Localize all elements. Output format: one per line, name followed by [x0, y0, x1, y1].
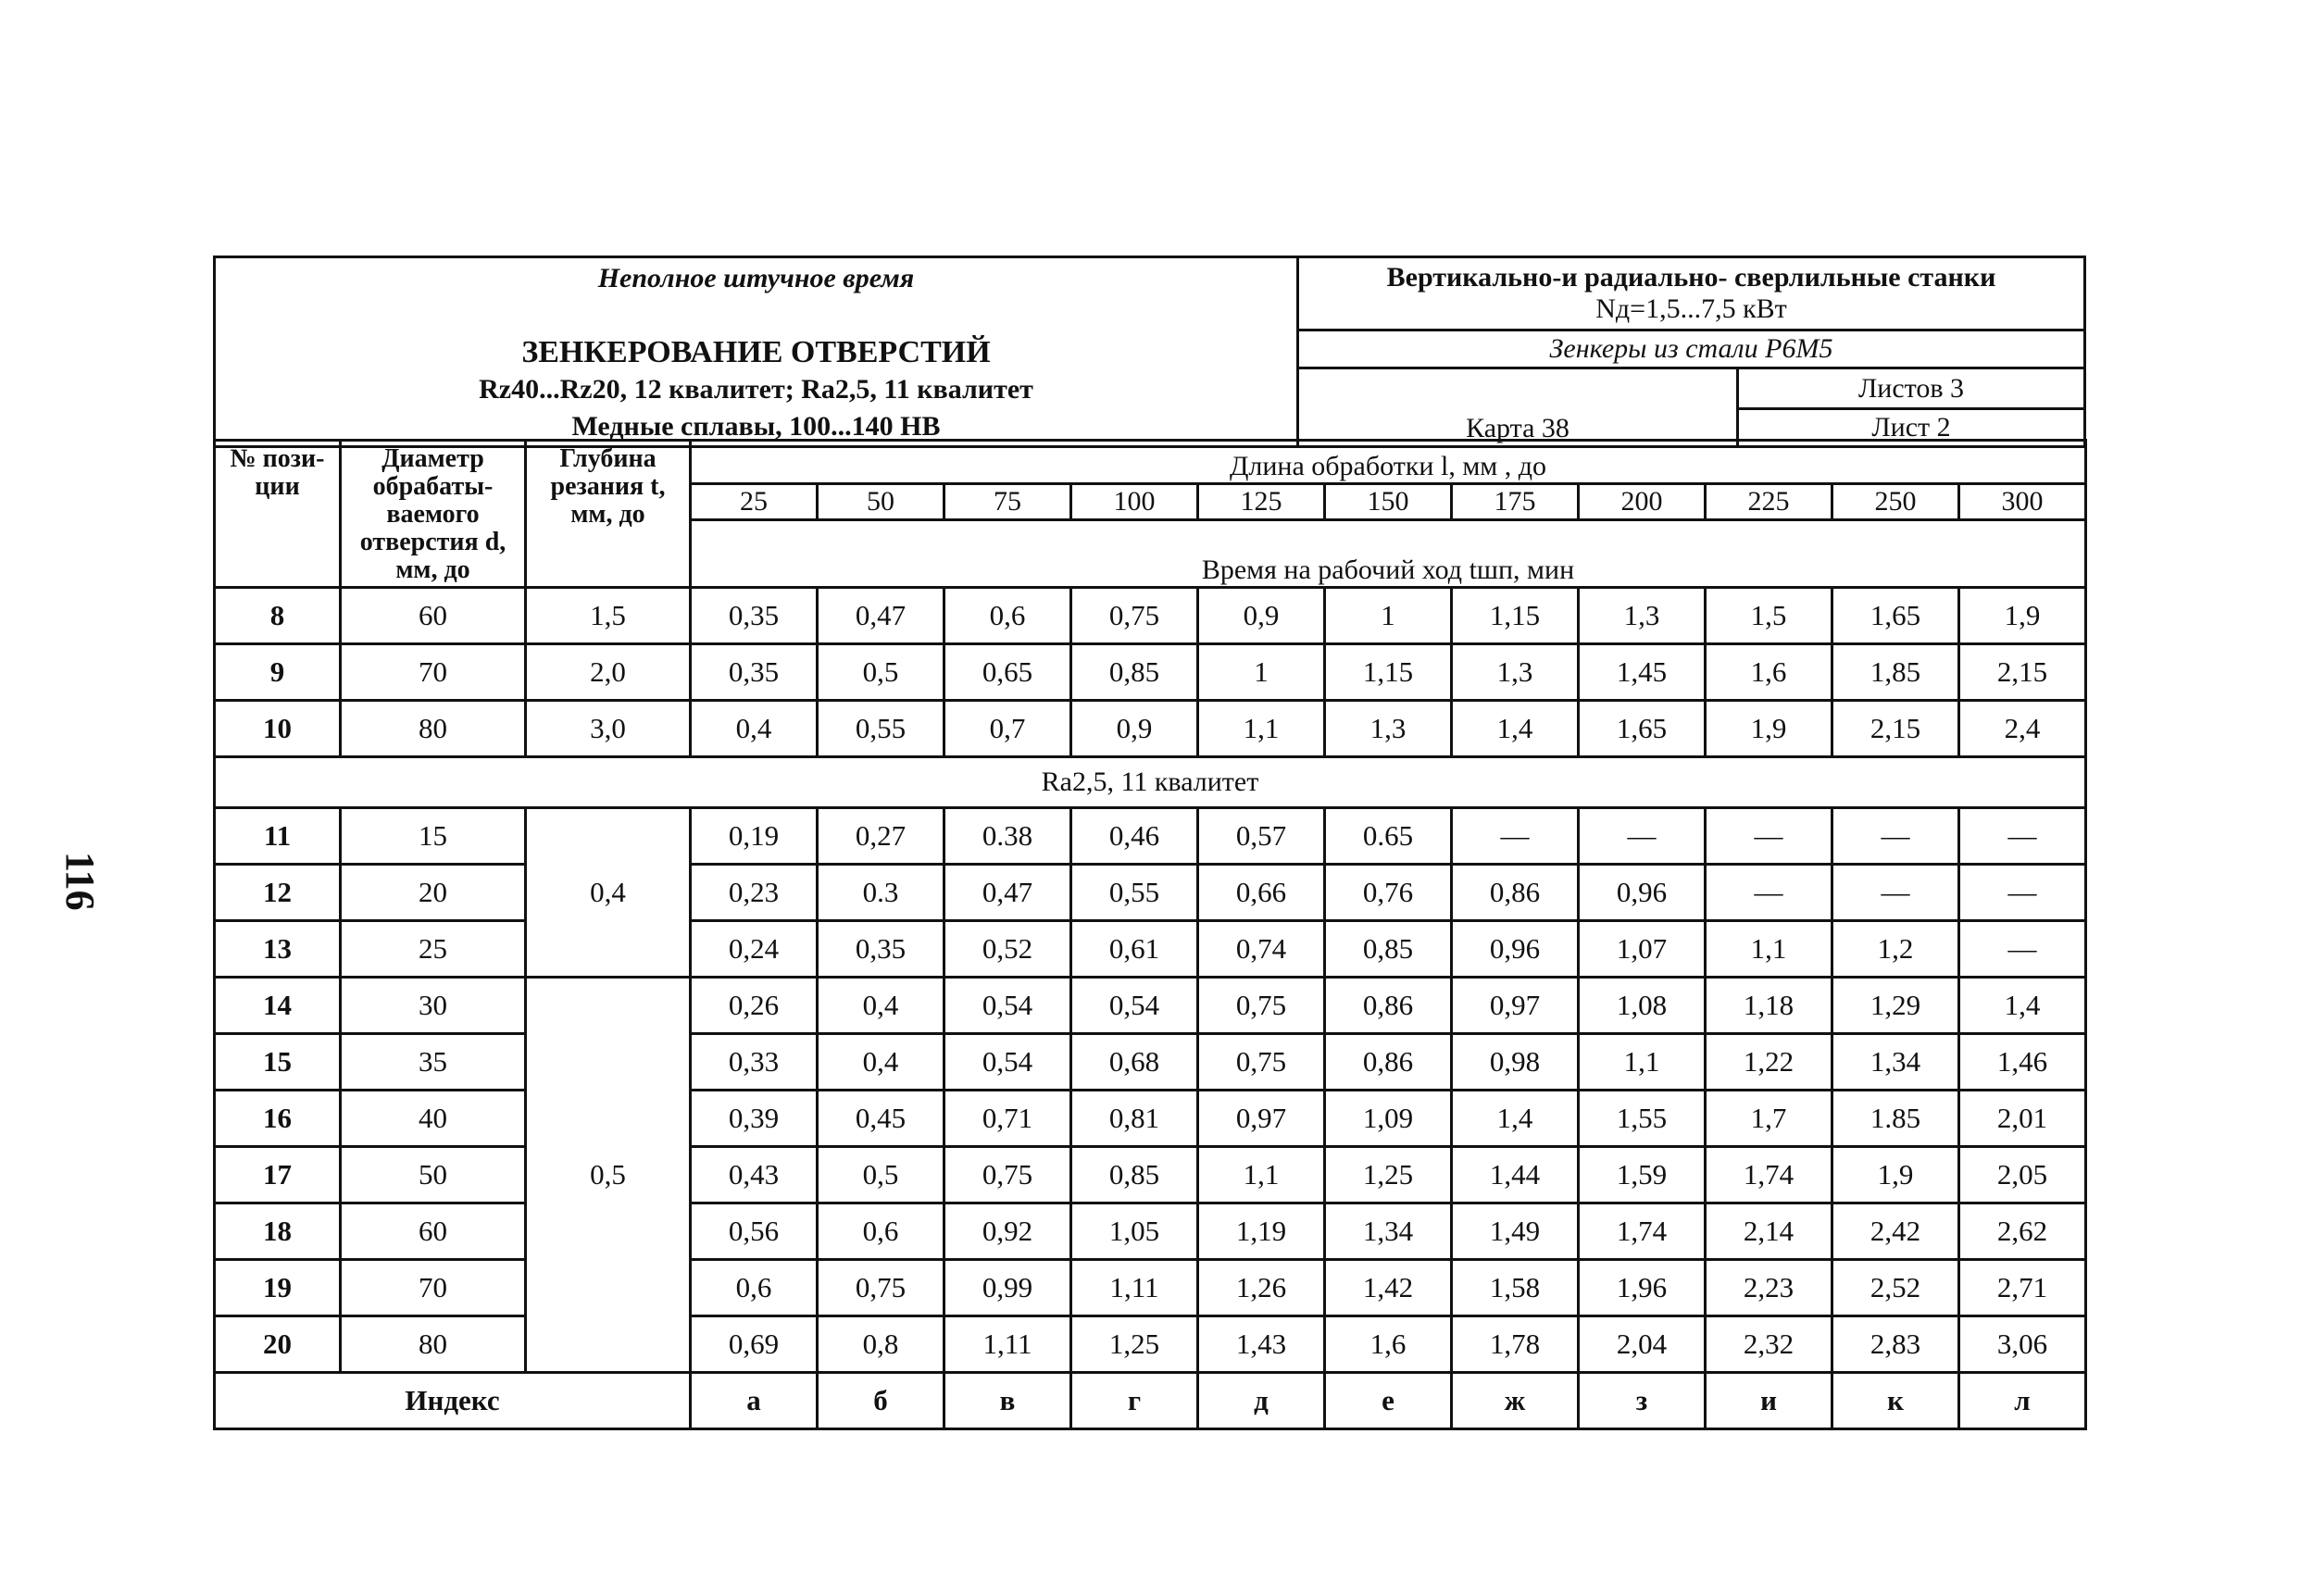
time-cell: 0,54 — [944, 1034, 1071, 1091]
table-row — [215, 865, 2086, 921]
time-cell: 1,29 — [1832, 978, 1959, 1034]
time-cell: 1,1 — [1579, 1034, 1706, 1091]
length-tick: 150 — [1325, 484, 1452, 520]
time-cell: 0,96 — [1452, 921, 1579, 978]
time-cell: 1,96 — [1579, 1260, 1706, 1316]
sheets-total: Листов 3 — [1738, 368, 2085, 409]
time-cell: 0,86 — [1452, 865, 1579, 921]
time-cell: 2,05 — [1959, 1147, 2086, 1203]
diameter-cell: 70 — [341, 1260, 526, 1316]
time-cell: 2,71 — [1959, 1260, 2086, 1316]
table-row — [215, 1260, 2086, 1316]
section-label: Ra2,5, 11 квалитет — [215, 757, 2086, 808]
index-letter: в — [944, 1373, 1071, 1429]
length-tick: 250 — [1832, 484, 1959, 520]
time-cell: 1,4 — [1452, 1091, 1579, 1147]
index-row — [215, 1373, 2086, 1429]
time-cell: 0,99 — [944, 1260, 1071, 1316]
index-label: Индекс — [215, 1373, 691, 1429]
time-cell: 0,57 — [1198, 808, 1325, 865]
time-cell: 0,47 — [818, 588, 944, 644]
time-cell: 0,26 — [691, 978, 818, 1034]
time-cell: 0,74 — [1198, 921, 1325, 978]
diameter-cell: 80 — [341, 1316, 526, 1373]
time-cell: 0,85 — [1071, 644, 1198, 701]
diameter-cell: 35 — [341, 1034, 526, 1091]
time-cell: 0,55 — [1071, 865, 1198, 921]
time-cell: 0,75 — [944, 1147, 1071, 1203]
table-row — [215, 1034, 2086, 1091]
time-cell: 1,05 — [1071, 1203, 1198, 1260]
time-cell: 1,74 — [1706, 1147, 1832, 1203]
time-cell: 1,3 — [1325, 701, 1452, 757]
card-header — [213, 256, 2086, 448]
index-letter: г — [1071, 1373, 1198, 1429]
time-cell: 1,59 — [1579, 1147, 1706, 1203]
time-cell: 1,22 — [1706, 1034, 1832, 1091]
time-cell: 0,46 — [1071, 808, 1198, 865]
time-cell: 1,1 — [1198, 701, 1325, 757]
time-cell: 1,11 — [1071, 1260, 1198, 1316]
time-cell: 0,81 — [1071, 1091, 1198, 1147]
tools-cell: Зенкеры из стали Р6М5 — [1298, 330, 2085, 368]
time-cell: 1,4 — [1959, 978, 2086, 1034]
time-cell: 1,19 — [1198, 1203, 1325, 1260]
index-letter: д — [1198, 1373, 1325, 1429]
time-cell: 0,66 — [1198, 865, 1325, 921]
time-cell: 0,68 — [1071, 1034, 1198, 1091]
time-cell: — — [1959, 865, 2086, 921]
index-letter: к — [1832, 1373, 1959, 1429]
time-cell: 0,4 — [818, 978, 944, 1034]
time-cell: 0,97 — [1452, 978, 1579, 1034]
time-cell: 1,15 — [1325, 644, 1452, 701]
length-tick: 100 — [1071, 484, 1198, 520]
time-cell: 2,23 — [1706, 1260, 1832, 1316]
time-cell: 1,55 — [1579, 1091, 1706, 1147]
time-cell: 0,6 — [691, 1260, 818, 1316]
time-cell: 0,97 — [1198, 1091, 1325, 1147]
diameter-cell: 15 — [341, 808, 526, 865]
time-cell: 1,44 — [1452, 1147, 1579, 1203]
power-text: Nд=1,5...7,5 кВт — [1595, 293, 1787, 324]
time-cell: 1,9 — [1706, 701, 1832, 757]
time-cell: 0,8 — [818, 1316, 944, 1373]
position-cell: 15 — [215, 1034, 341, 1091]
time-cell: 1,9 — [1959, 588, 2086, 644]
operation-title: ЗЕНКЕРОВАНИЕ ОТВЕРСТИЙ — [521, 335, 991, 369]
time-cell: 0,43 — [691, 1147, 818, 1203]
table-row — [215, 588, 2086, 644]
time-cell: 1,9 — [1832, 1147, 1959, 1203]
index-letter: л — [1959, 1373, 2086, 1429]
position-cell: 14 — [215, 978, 341, 1034]
time-cell: 1,09 — [1325, 1091, 1452, 1147]
time-cell: 0,39 — [691, 1091, 818, 1147]
time-cell: 1,18 — [1706, 978, 1832, 1034]
header-left-block — [215, 257, 1298, 447]
col-diameter-header: Диаметр обрабаты-ваемого отверстия d, мм, до — [341, 441, 526, 588]
time-header: Время на рабочий ход tшп, мин — [691, 520, 2086, 588]
col-position-header: № пози-ции — [215, 441, 341, 588]
time-cell: 1,11 — [944, 1316, 1071, 1373]
time-cell: 0,76 — [1325, 865, 1452, 921]
time-cell: — — [1579, 808, 1706, 865]
table-row — [215, 978, 2086, 1034]
depth-cell: 1,5 — [526, 588, 691, 644]
time-table — [213, 439, 2087, 1430]
depth-cell: 0,5 — [526, 978, 691, 1373]
table-row — [215, 1203, 2086, 1260]
time-cell: 0,75 — [1198, 978, 1325, 1034]
time-cell: 0,69 — [691, 1316, 818, 1373]
position-cell: 10 — [215, 701, 341, 757]
length-tick: 50 — [818, 484, 944, 520]
table-row — [215, 644, 2086, 701]
time-cell: 1,26 — [1198, 1260, 1325, 1316]
length-tick: 200 — [1579, 484, 1706, 520]
time-cell: 1,3 — [1579, 588, 1706, 644]
time-cell: 0,92 — [944, 1203, 1071, 1260]
time-cell: 0,6 — [818, 1203, 944, 1260]
length-tick: 75 — [944, 484, 1071, 520]
table-row — [215, 1091, 2086, 1147]
time-cell: 0,23 — [691, 865, 818, 921]
time-cell: 1,34 — [1325, 1203, 1452, 1260]
material-line: Медные сплавы, 100...140 НВ — [571, 411, 941, 442]
time-cell: 1,65 — [1832, 588, 1959, 644]
position-cell: 8 — [215, 588, 341, 644]
time-cell: 0,54 — [1071, 978, 1198, 1034]
table-row — [215, 1316, 2086, 1373]
time-cell: 0,85 — [1325, 921, 1452, 978]
time-cell: 1,7 — [1706, 1091, 1832, 1147]
time-cell: 2,52 — [1832, 1260, 1959, 1316]
time-cell: — — [1959, 808, 2086, 865]
position-cell: 20 — [215, 1316, 341, 1373]
time-cell: 2,42 — [1832, 1203, 1959, 1260]
time-cell: 2,62 — [1959, 1203, 2086, 1260]
diameter-cell: 40 — [341, 1091, 526, 1147]
time-cell: 0.65 — [1325, 808, 1452, 865]
time-cell: 0,52 — [944, 921, 1071, 978]
table-row — [215, 921, 2086, 978]
diameter-cell: 50 — [341, 1147, 526, 1203]
time-cell: 1,74 — [1579, 1203, 1706, 1260]
position-cell: 9 — [215, 644, 341, 701]
length-tick: 175 — [1452, 484, 1579, 520]
time-cell: 0,35 — [691, 644, 818, 701]
time-cell: 0,61 — [1071, 921, 1198, 978]
time-cell: 1,2 — [1832, 921, 1959, 978]
time-cell: 0,55 — [818, 701, 944, 757]
time-cell: 0,98 — [1452, 1034, 1579, 1091]
time-cell: 0,75 — [818, 1260, 944, 1316]
section-row — [215, 757, 2086, 808]
time-cell: 0,85 — [1071, 1147, 1198, 1203]
time-cell: 0,54 — [944, 978, 1071, 1034]
time-cell: 1,6 — [1706, 644, 1832, 701]
time-cell: 0,65 — [944, 644, 1071, 701]
diameter-cell: 20 — [341, 865, 526, 921]
table-row — [215, 808, 2086, 865]
time-cell: 1,78 — [1452, 1316, 1579, 1373]
length-tick: 300 — [1959, 484, 2086, 520]
time-cell: 1,46 — [1959, 1034, 2086, 1091]
time-cell: 2,4 — [1959, 701, 2086, 757]
col-depth-header: Глубина резания t, мм, до — [526, 441, 691, 588]
index-letter: ж — [1452, 1373, 1579, 1429]
depth-cell: 0,4 — [526, 808, 691, 978]
time-cell: 1,07 — [1579, 921, 1706, 978]
time-cell: — — [1452, 808, 1579, 865]
time-cell: 1,49 — [1452, 1203, 1579, 1260]
time-cell: 2,01 — [1959, 1091, 2086, 1147]
spec-line: Rz40...Rz20, 12 квалитет; Ra2,5, 11 квалитет — [479, 374, 1033, 405]
index-letter: б — [818, 1373, 944, 1429]
time-cell: 0.38 — [944, 808, 1071, 865]
time-cell: 0,7 — [944, 701, 1071, 757]
position-cell: 19 — [215, 1260, 341, 1316]
time-cell: 0,9 — [1198, 588, 1325, 644]
diameter-cell: 25 — [341, 921, 526, 978]
machines-text: Вертикально-и радиально- сверлильные станки — [1386, 262, 1996, 293]
index-letter: е — [1325, 1373, 1452, 1429]
time-cell: 0,56 — [691, 1203, 818, 1260]
time-cell: — — [1706, 865, 1832, 921]
time-cell: 1,5 — [1706, 588, 1832, 644]
time-cell: 0,5 — [818, 644, 944, 701]
table-row — [215, 1147, 2086, 1203]
time-cell: 2,15 — [1959, 644, 2086, 701]
time-cell: 1 — [1325, 588, 1452, 644]
time-cell: 1.85 — [1832, 1091, 1959, 1147]
time-cell: 0,86 — [1325, 978, 1452, 1034]
time-cell: 0,71 — [944, 1091, 1071, 1147]
time-cell: 1,08 — [1579, 978, 1706, 1034]
time-cell: 2,04 — [1579, 1316, 1706, 1373]
time-cell: 0,47 — [944, 865, 1071, 921]
time-cell: 0,4 — [818, 1034, 944, 1091]
time-cell: 1,15 — [1452, 588, 1579, 644]
time-cell: 0,33 — [691, 1034, 818, 1091]
time-cell: 1,45 — [1579, 644, 1706, 701]
index-letter: а — [691, 1373, 818, 1429]
time-cell: 1,25 — [1071, 1316, 1198, 1373]
time-cell: 0,75 — [1198, 1034, 1325, 1091]
time-cell: 3,06 — [1959, 1316, 2086, 1373]
time-cell: 0.3 — [818, 865, 944, 921]
time-cell: 0,75 — [1071, 588, 1198, 644]
position-cell: 13 — [215, 921, 341, 978]
time-table-body — [215, 588, 2086, 1429]
diameter-cell: 80 — [341, 701, 526, 757]
time-cell: 1,3 — [1452, 644, 1579, 701]
time-cell: 1,25 — [1325, 1147, 1452, 1203]
diameter-cell: 70 — [341, 644, 526, 701]
time-cell: 0,45 — [818, 1091, 944, 1147]
position-cell: 16 — [215, 1091, 341, 1147]
length-header: Длина обработки l, мм , до — [691, 441, 2086, 484]
position-cell: 11 — [215, 808, 341, 865]
time-cell: 1,85 — [1832, 644, 1959, 701]
length-tick: 25 — [691, 484, 818, 520]
time-cell: — — [1832, 808, 1959, 865]
time-cell: 0,9 — [1071, 701, 1198, 757]
time-cell: 0,35 — [691, 588, 818, 644]
time-cell: 1 — [1198, 644, 1325, 701]
time-cell: 2,32 — [1706, 1316, 1832, 1373]
time-cell: 0,4 — [691, 701, 818, 757]
time-cell: 0,5 — [818, 1147, 944, 1203]
time-cell: 1,1 — [1706, 921, 1832, 978]
card-number: Карта 38 — [1298, 368, 1738, 447]
time-cell: 0,24 — [691, 921, 818, 978]
table-row — [215, 701, 2086, 757]
time-cell: — — [1832, 865, 1959, 921]
time-cell: 1,34 — [1832, 1034, 1959, 1091]
time-cell: 2,15 — [1832, 701, 1959, 757]
time-cell: 0,19 — [691, 808, 818, 865]
time-cell: 1,65 — [1579, 701, 1706, 757]
time-cell: — — [1959, 921, 2086, 978]
time-cell: 2,83 — [1832, 1316, 1959, 1373]
time-cell: 0,86 — [1325, 1034, 1452, 1091]
time-cell: 1,42 — [1325, 1260, 1452, 1316]
time-cell: 0,35 — [818, 921, 944, 978]
depth-cell: 2,0 — [526, 644, 691, 701]
position-cell: 18 — [215, 1203, 341, 1260]
diameter-cell: 30 — [341, 978, 526, 1034]
time-cell: 1,6 — [1325, 1316, 1452, 1373]
position-cell: 17 — [215, 1147, 341, 1203]
time-cell: 1,1 — [1198, 1147, 1325, 1203]
diameter-cell: 60 — [341, 1203, 526, 1260]
length-tick: 225 — [1706, 484, 1832, 520]
diameter-cell: 60 — [341, 588, 526, 644]
time-cell: 1,4 — [1452, 701, 1579, 757]
depth-cell: 3,0 — [526, 701, 691, 757]
time-cell: 1,58 — [1452, 1260, 1579, 1316]
index-letter: з — [1579, 1373, 1706, 1429]
time-cell: 0,6 — [944, 588, 1071, 644]
time-cell: 2,14 — [1706, 1203, 1832, 1260]
time-cell: 0,96 — [1579, 865, 1706, 921]
sheet-number: Лист 2 — [1738, 409, 2085, 447]
time-cell: 1,43 — [1198, 1316, 1325, 1373]
length-tick: 125 — [1198, 484, 1325, 520]
index-letter: и — [1706, 1373, 1832, 1429]
machines-cell — [1298, 257, 2085, 330]
page-number: 116 — [57, 852, 103, 911]
header-left-title: Неполное штучное время — [597, 263, 915, 293]
time-cell: 0,27 — [818, 808, 944, 865]
position-cell: 12 — [215, 865, 341, 921]
time-cell: — — [1706, 808, 1832, 865]
